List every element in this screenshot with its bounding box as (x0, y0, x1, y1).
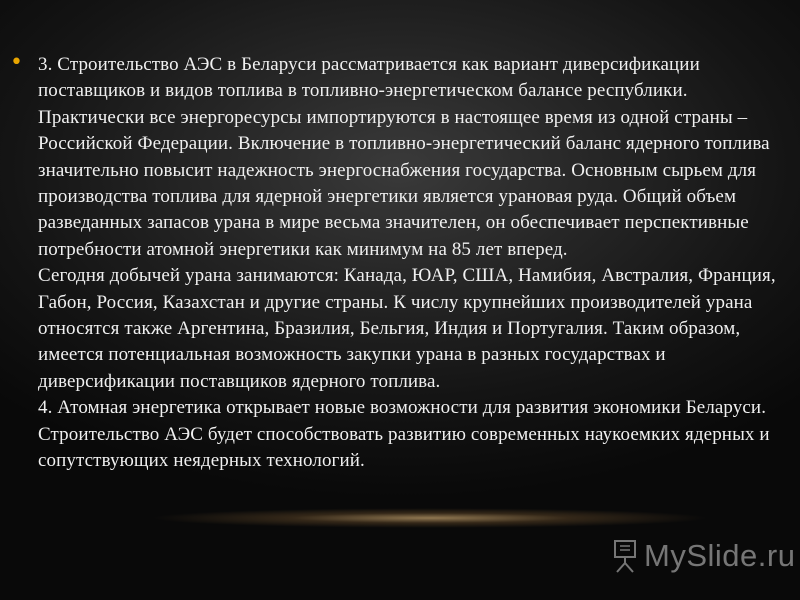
paragraph-2: Сегодня добычей урана занимаются: Канада, ЮАР, США, Намибия, Австралия, Франция, Габон, Россия, Казахстан и другие страны. К числу крупнейших производителей урана относятся также Аргентина, Бразилия, Бельгия, Индия и Португалия. Таким образом, имеется потенциальная возможность закупки урана в разных государствах и диверсификации поставщиков ядерного топлива. (38, 265, 776, 392)
decorative-glow-line (150, 508, 710, 528)
watermark-logo (612, 536, 795, 576)
paragraph-3: 4. Атомная энергетика открывает новые возможности для развития экономики Беларуси. Строительство АЭС будет способствовать развитию современных наукоемких ядерных и сопутствующих неядерных технологий. (38, 397, 770, 472)
slide-board-icon (612, 539, 638, 573)
bullet-item (10, 50, 781, 475)
watermark-text: MySlide.ru (644, 538, 796, 573)
bullet-icon: • (10, 50, 23, 75)
paragraph-1: 3. Строительство АЭС в Беларуси рассматривается как вариант диверсификации поставщиков и видов топлива в топливно-энергетическом балансе республики. Практически все энергоресурсы импортируются в настоящее время из одной страны – Российской Федерации. Включение в топливно-энергетический баланс ядерного топлива значительно повысит надежность энергоснабжения государства. Основным сырьем для производства топлива для ядерной энергетики является урановая руда. Общий объем разведанных запасов урана в мире весьма значителен, он обеспечивает перспективные потребности атомной энергетики как минимум на 85 лет вперед. (38, 54, 770, 260)
slide-body (10, 50, 781, 475)
